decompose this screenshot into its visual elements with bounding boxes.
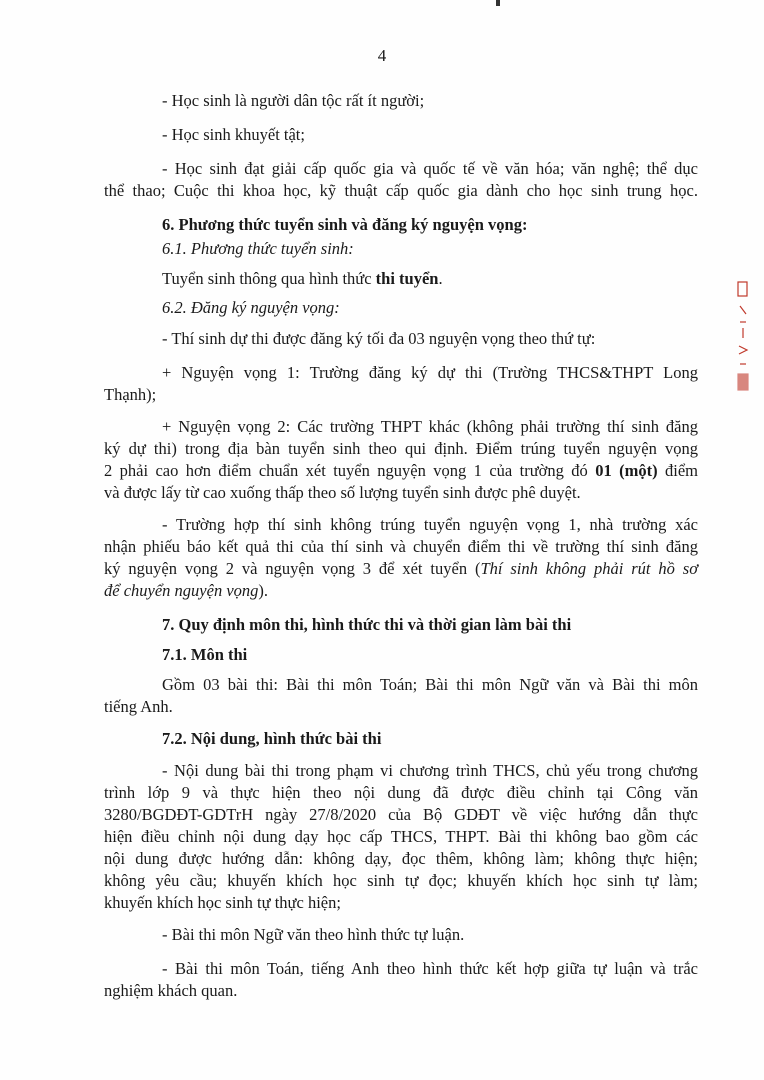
paragraph-line: ký dự thi) trong địa bàn tuyển sinh theo qui định. Điểm trúng tuyển nguyện vọng [104,439,698,458]
paragraph-line: tiếng Anh. [104,697,173,716]
subsection-heading: 7.1. Môn thi [162,645,248,664]
paragraph-line: thể thao; Cuộc thi khoa học, kỹ thuật cấp quốc gia dành cho học sinh trung học. [104,181,698,200]
paragraph-line: - Bài thi môn Toán, tiếng Anh theo hình thức kết hợp giữa tự luận và trắc [162,959,698,978]
paragraph-line [104,460,698,482]
paragraph-line: nhận phiếu báo kết quả thi của thí sinh và chuyển điểm thi về trường thí sinh đăng [104,537,698,556]
paragraph-line: Gồm 03 bài thi: Bài thi môn Toán; Bài thi môn Ngữ văn và Bài thi môn [162,675,698,694]
paragraph-line: - Thí sinh dự thi được đăng ký tối đa 03 nguyện vọng theo thứ tự: [162,329,596,348]
text-run: Tuyển sinh thông qua hình thức [162,269,376,288]
section-heading: 6. Phương thức tuyển sinh và đăng ký nguyện vọng: [162,215,528,234]
scan-mark [496,0,500,6]
paragraph-line: - Nội dung bài thi trong phạm vi chương trình THCS, chủ yếu trong chương [162,761,698,780]
text-run: ). [258,581,269,600]
paragraph-line: + Nguyện vọng 1: Trường đăng ký dự thi (Trường THCS&THPT Long [162,363,698,382]
section-heading: 7. Quy định môn thi, hình thức thi và thời gian làm bài thi [162,615,572,634]
paragraph-line: + Nguyện vọng 2: Các trường THPT khác (không phải trường thí sinh đăng [162,417,698,436]
paragraph-line: nghiệm khách quan. [104,981,238,1000]
paragraph-line: khuyến khích học sinh tự thực hiện; [104,893,341,912]
paragraph-line: hiện điều chỉnh nội dung dạy học cấp THCS, THPT. Bài thi không bao gồm các [104,827,698,846]
text-run: . [438,269,443,288]
bold-run: 01 (một) [595,461,658,480]
paragraph-line: - Học sinh đạt giải cấp quốc gia và quốc tế về văn hóa; văn nghệ; thể dục [162,159,698,178]
paragraph-line: và được lấy từ cao xuống thấp theo số lượng tuyển sinh được phê duyệt. [104,483,581,502]
paragraph-line: - Trường hợp thí sinh không trúng tuyển nguyện vọng 1, nhà trường xác [162,515,698,534]
italic-run: Thí sinh không phải rút hồ sơ [480,559,699,578]
signature-stamp-mark [734,278,752,398]
paragraph-line: - Học sinh là người dân tộc rất ít người; [162,91,425,110]
paragraph-line [104,558,698,580]
paragraph-line [104,580,268,602]
subsection-heading: 7.2. Nội dung, hình thức bài thi [162,729,382,748]
paragraph-line: trình lớp 9 và thực hiện theo nội dung đã được điều chỉnh tại Công văn [104,783,698,802]
paragraph-line: nội dung được hướng dẫn: không dạy, đọc thêm, không làm; không thực hiện; [104,849,698,868]
italic-run: để chuyển nguyện vọng [104,581,259,600]
text-run: 2 phải cao hơn điểm chuẩn xét tuyển nguyện vọng 1 của trường đó [104,461,596,480]
paragraph-line: 3280/BGDĐT-GDTrH ngày 27/8/2020 của Bộ GDĐT về việc hướng dẫn thực [104,805,698,824]
page-number: 4 [377,46,387,65]
subsection-heading: 6.1. Phương thức tuyển sinh: [162,239,354,258]
bold-run: thi tuyển [375,269,439,288]
paragraph-line [162,268,443,290]
text-run: điểm [657,461,698,480]
text-run: ký nguyện vọng 2 và nguyện vọng 3 để xét tuyển ( [104,559,481,578]
paragraph-line: - Bài thi môn Ngữ văn theo hình thức tự luận. [162,925,465,944]
subsection-heading: 6.2. Đăng ký nguyện vọng: [162,298,340,317]
paragraph-line: Thạnh); [104,385,157,404]
paragraph-line: không yêu cầu; khuyến khích học sinh tự đọc; khuyến khích học sinh tự làm; [104,871,698,890]
paragraph-line: - Học sinh khuyết tật; [162,125,305,144]
